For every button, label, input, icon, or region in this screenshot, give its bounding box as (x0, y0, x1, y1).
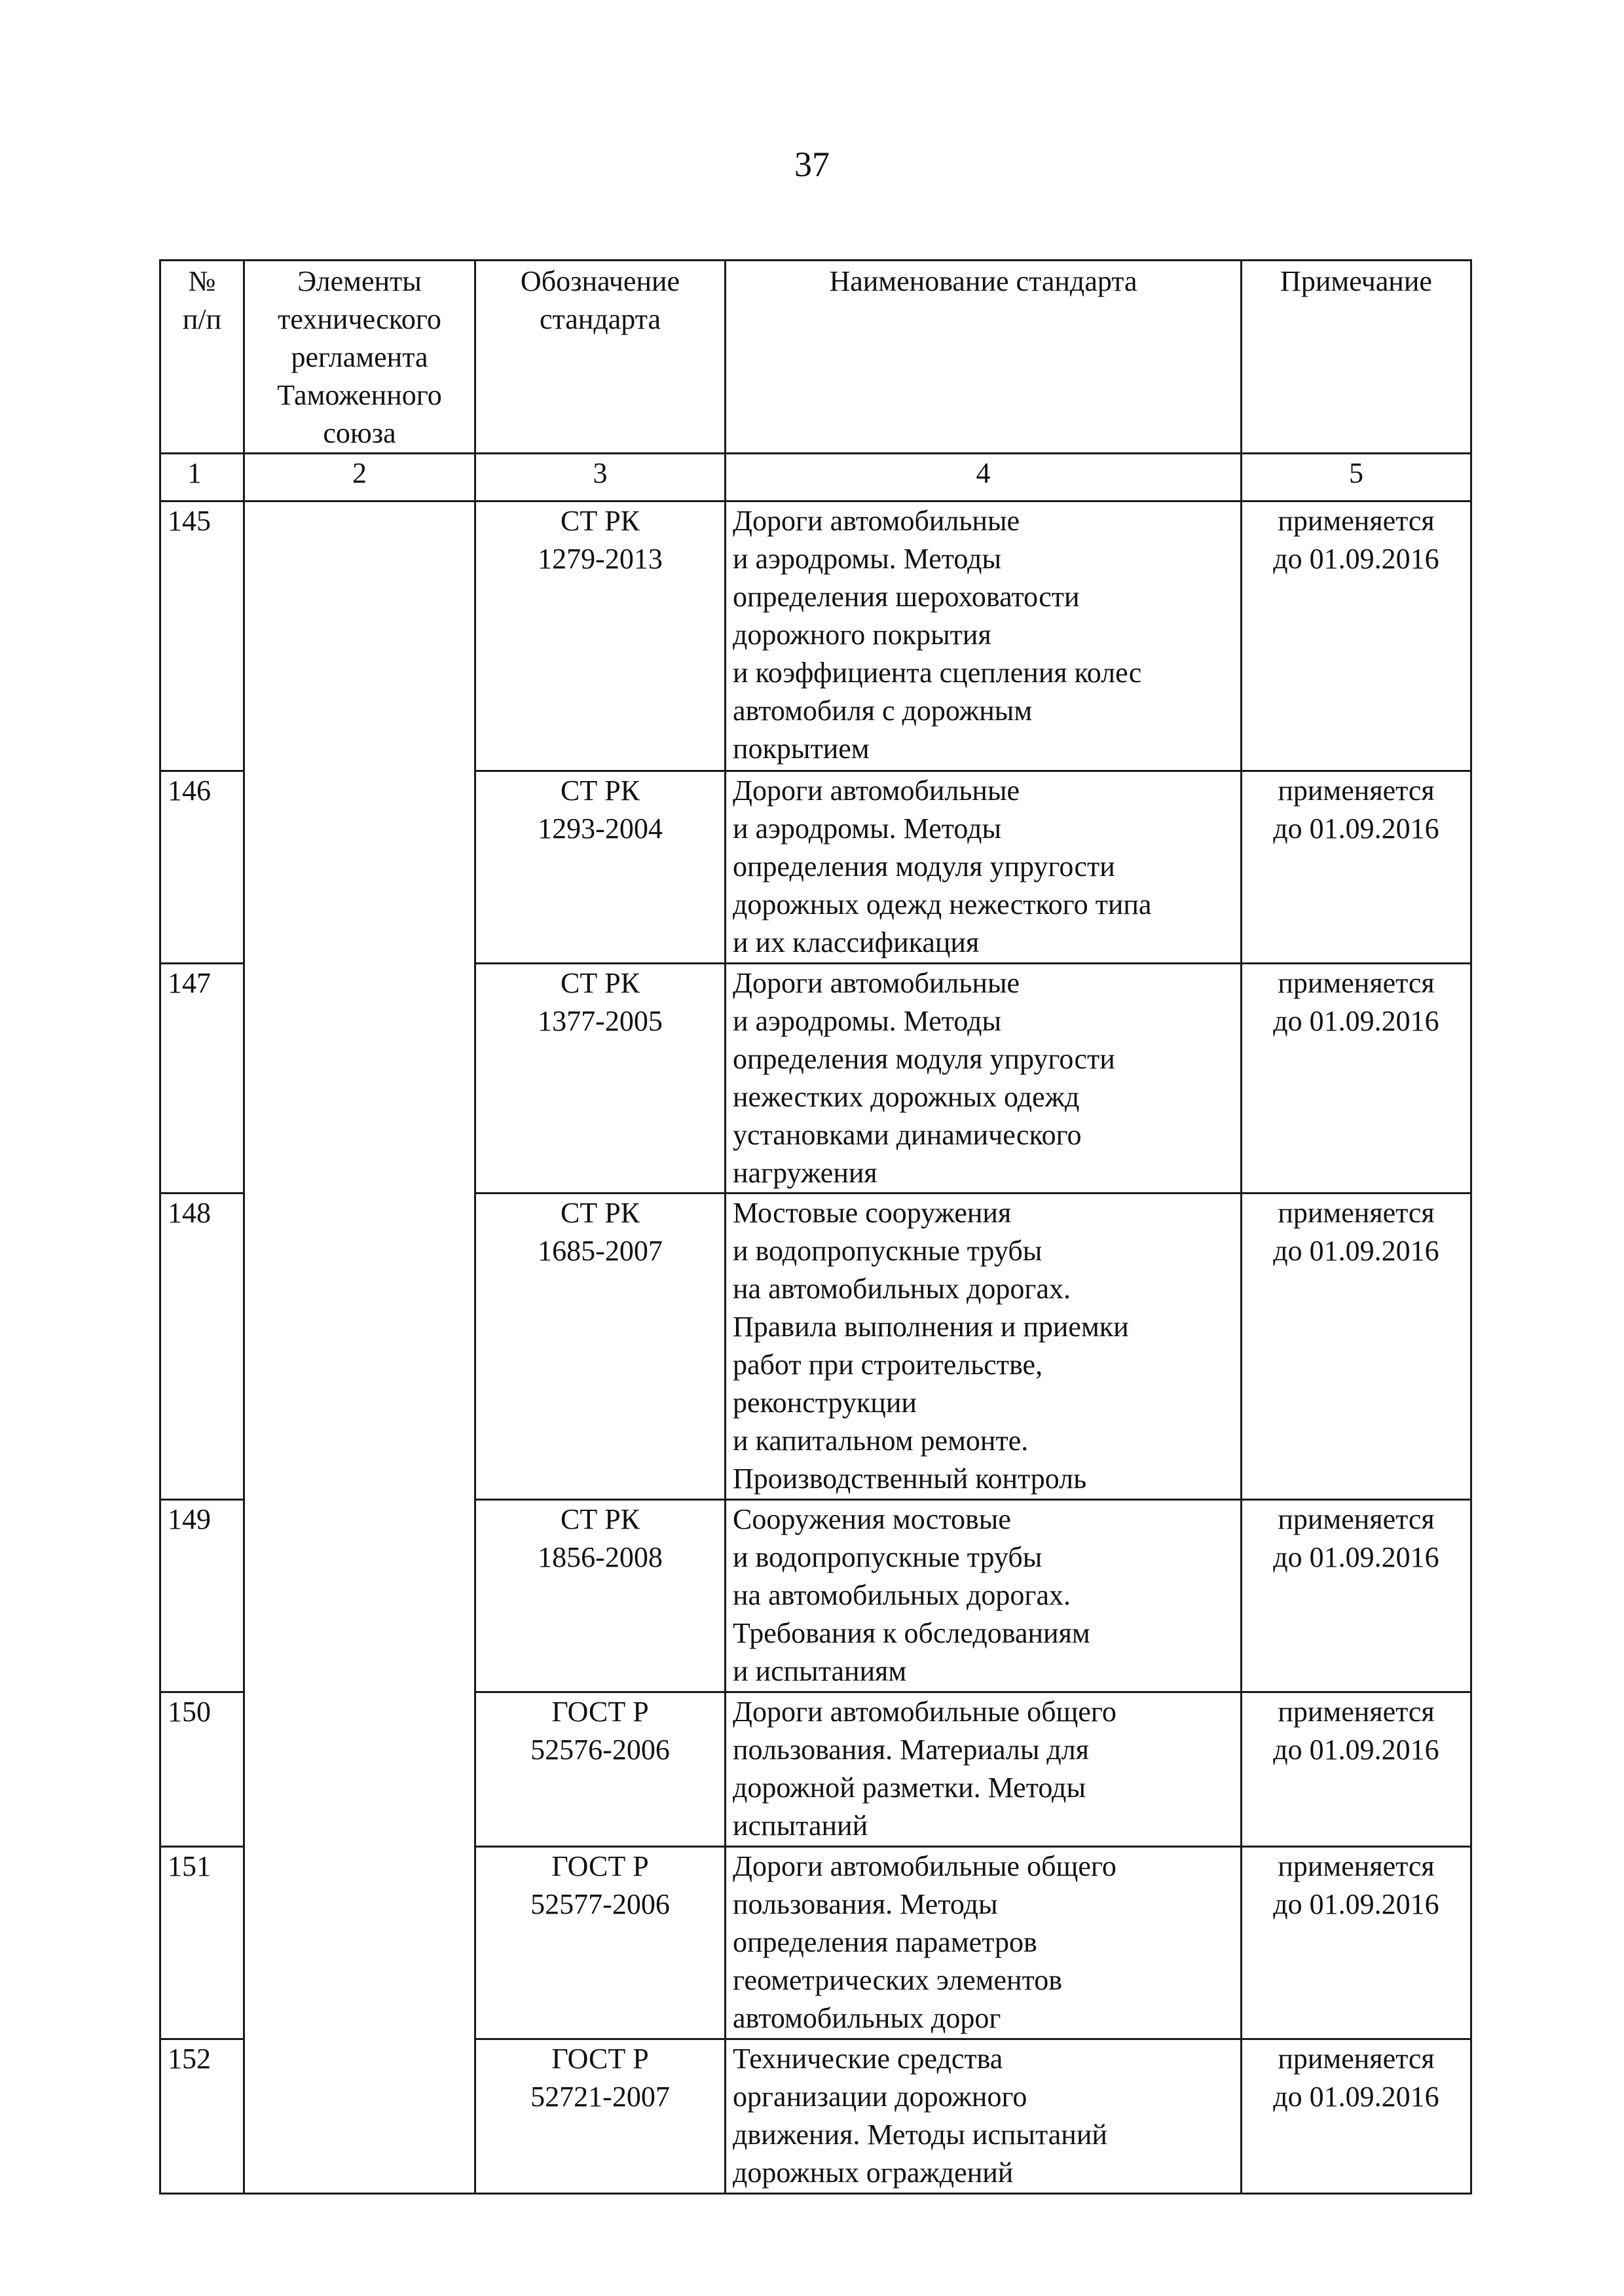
header-standard-name: Наименование стандарта (726, 261, 1242, 454)
row-number: 148 (160, 1194, 244, 1500)
header-number: № п/п (160, 261, 244, 454)
table-header-row (160, 261, 1471, 454)
note: применяется до 01.09.2016 (1242, 1847, 1471, 2039)
row-number: 150 (160, 1692, 244, 1847)
standard-code: СТ РК 1279-2013 (475, 501, 726, 771)
standard-code: ГОСТ Р 52721-2007 (475, 2039, 726, 2194)
row-number: 146 (160, 771, 244, 964)
row-number: 152 (160, 2039, 244, 2194)
standard-name: Дороги автомобильные и аэродромы. Методы определения модуля упругости дорожных одежд нежесткого типа и их классификация (726, 771, 1242, 964)
standard-name: Мостовые сооружения и водопропускные трубы на автомобильных дорогах. Правила выполнения и приемки работ при строительстве, реконструкции и капитальном ремонте. Производственный контроль (726, 1194, 1242, 1500)
standard-code: СТ РК 1685-2007 (475, 1194, 726, 1500)
standard-code: СТ РК 1856-2008 (475, 1500, 726, 1692)
standard-code: ГОСТ Р 52576-2006 (475, 1692, 726, 1847)
page-number: 37 (794, 145, 830, 184)
standard-name: Дороги автомобильные общего пользования. Методы определения параметров геометрических элементов автомобильных дорог (726, 1847, 1242, 2039)
row-number: 151 (160, 1847, 244, 2039)
note: применяется до 01.09.2016 (1242, 771, 1471, 964)
note: применяется до 01.09.2016 (1242, 1692, 1471, 1847)
column-number: 5 (1242, 454, 1471, 501)
row-number: 149 (160, 1500, 244, 1692)
standard-code: СТ РК 1293-2004 (475, 771, 726, 964)
note: применяется до 01.09.2016 (1242, 2039, 1471, 2194)
regulation-elements-cell (244, 501, 475, 2194)
column-number: 2 (244, 454, 475, 501)
standard-name: Дороги автомобильные и аэродромы. Методы определения шероховатости дорожного покрытия и коэффициента сцепления колес автомобиля с дорожным покрытием (726, 501, 1242, 771)
column-number: 1 (160, 454, 244, 501)
table-row (160, 501, 1471, 771)
standard-code: СТ РК 1377-2005 (475, 964, 726, 1194)
header-note: Примечание (1242, 261, 1471, 454)
note: применяется до 01.09.2016 (1242, 1194, 1471, 1500)
standard-code: ГОСТ Р 52577-2006 (475, 1847, 726, 2039)
row-number: 145 (160, 501, 244, 771)
note: применяется до 01.09.2016 (1242, 1500, 1471, 1692)
column-number: 4 (726, 454, 1242, 501)
column-numbers-row (160, 454, 1471, 501)
standard-name: Сооружения мостовые и водопропускные трубы на автомобильных дорогах. Требования к обследованиям и испытаниям (726, 1500, 1242, 1692)
header-standard-code: Обозначение стандарта (475, 261, 726, 454)
note: применяется до 01.09.2016 (1242, 964, 1471, 1194)
header-regulation-elements: Элементы технического регламента Таможенного союза (244, 261, 475, 454)
standard-name: Дороги автомобильные и аэродромы. Методы определения модуля упругости нежестких дорожных одежд установками динамического нагружения (726, 964, 1242, 1194)
row-number: 147 (160, 964, 244, 1194)
note: применяется до 01.09.2016 (1242, 501, 1471, 771)
column-number: 3 (475, 454, 726, 501)
standards-table (159, 259, 1472, 2195)
standard-name: Технические средства организации дорожного движения. Методы испытаний дорожных ограждений (726, 2039, 1242, 2194)
standard-name: Дороги автомобильные общего пользования. Материалы для дорожной разметки. Методы испытаний (726, 1692, 1242, 1847)
